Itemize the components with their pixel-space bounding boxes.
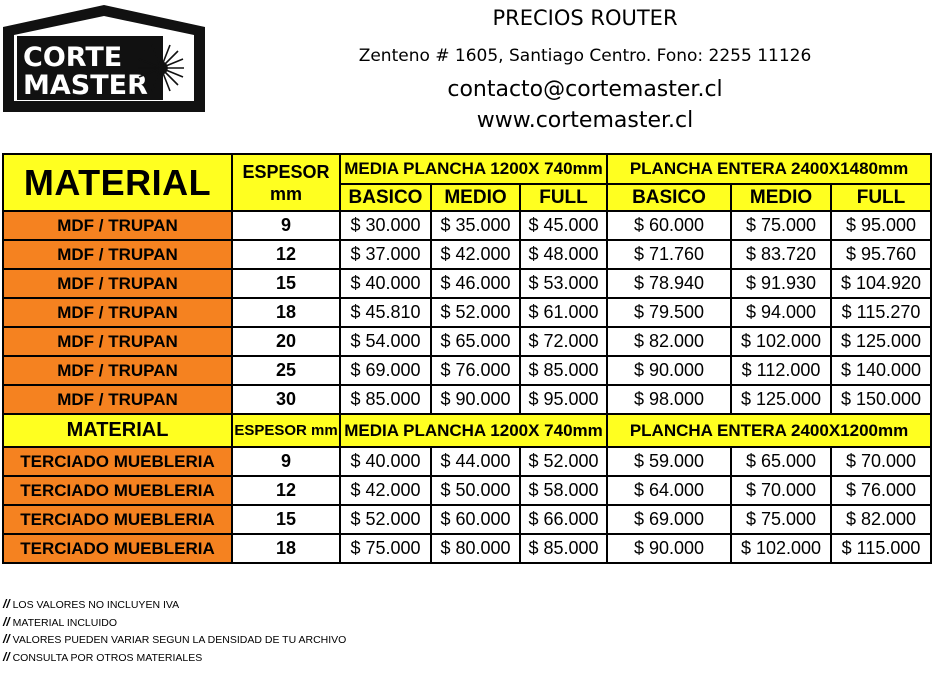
material-cell: MDF / TRUPAN <box>3 356 232 385</box>
price-cell: $ 83.720 <box>731 240 831 269</box>
price-cell: $ 95.000 <box>831 211 931 240</box>
price-cell: $ 71.760 <box>607 240 731 269</box>
price-cell: $ 40.000 <box>340 269 431 298</box>
price-cell: $ 115.270 <box>831 298 931 327</box>
note-prefix: // <box>3 597 10 611</box>
note-line <box>3 596 346 614</box>
thickness-cell: 9 <box>232 211 340 240</box>
full-full-header: FULL <box>831 184 931 211</box>
price-cell: $ 52.000 <box>520 447 607 476</box>
price-cell: $ 48.000 <box>520 240 607 269</box>
price-cell: $ 52.000 <box>340 505 431 534</box>
price-cell: $ 54.000 <box>340 327 431 356</box>
price-cell: $ 85.000 <box>520 356 607 385</box>
price-cell: $ 95.000 <box>520 385 607 414</box>
full-medio-header: MEDIO <box>731 184 831 211</box>
price-cell: $ 45.810 <box>340 298 431 327</box>
material-cell: MDF / TRUPAN <box>3 327 232 356</box>
second-material-header: MATERIAL <box>3 414 232 447</box>
price-cell: $ 58.000 <box>520 476 607 505</box>
website-link[interactable]: www.cortemaster.cl <box>476 108 694 133</box>
material-cell: MDF / TRUPAN <box>3 269 232 298</box>
price-cell: $ 102.000 <box>731 534 831 563</box>
price-cell: $ 65.000 <box>731 447 831 476</box>
full-basico-header: BASICO <box>607 184 731 211</box>
second-half-sheet-header: MEDIA PLANCHA 1200X 740mm <box>340 414 607 447</box>
thickness-cell: 18 <box>232 534 340 563</box>
table-row <box>3 447 931 476</box>
note-prefix: // <box>3 614 10 629</box>
material-cell: TERCIADO MUEBLERIA <box>3 505 232 534</box>
price-cell: $ 75.000 <box>731 505 831 534</box>
thickness-cell: 25 <box>232 356 340 385</box>
price-cell: $ 140.000 <box>831 356 931 385</box>
price-cell: $ 112.000 <box>731 356 831 385</box>
price-cell: $ 85.000 <box>340 385 431 414</box>
price-cell: $ 78.940 <box>607 269 731 298</box>
corte-master-logo <box>3 5 205 112</box>
note-line <box>3 614 346 632</box>
thickness-header <box>232 154 340 211</box>
material-cell: MDF / TRUPAN <box>3 240 232 269</box>
price-cell: $ 125.000 <box>831 327 931 356</box>
material-cell: MDF / TRUPAN <box>3 211 232 240</box>
price-cell: $ 104.920 <box>831 269 931 298</box>
price-cell: $ 95.760 <box>831 240 931 269</box>
thickness-cell: 30 <box>232 385 340 414</box>
thickness-cell: 20 <box>232 327 340 356</box>
price-cell: $ 75.000 <box>731 211 831 240</box>
price-cell: $ 70.000 <box>831 447 931 476</box>
price-cell: $ 66.000 <box>520 505 607 534</box>
price-cell: $ 65.000 <box>431 327 520 356</box>
table-row <box>3 327 931 356</box>
page-title: PRECIOS ROUTER <box>492 6 678 30</box>
price-cell: $ 82.000 <box>607 327 731 356</box>
table-row <box>3 476 931 505</box>
second-thickness-header: ESPESOR mm <box>232 414 340 447</box>
price-cell: $ 102.000 <box>731 327 831 356</box>
table-row <box>3 240 931 269</box>
address-line: Zenteno # 1605, Santiago Centro. Fono: 2255 11126 <box>358 46 812 66</box>
second-full-sheet-header: PLANCHA ENTERA 2400X1200mm <box>607 414 931 447</box>
price-cell: $ 98.000 <box>607 385 731 414</box>
price-cell: $ 53.000 <box>520 269 607 298</box>
material-cell: TERCIADO MUEBLERIA <box>3 534 232 563</box>
thickness-cell: 15 <box>232 505 340 534</box>
table-row <box>3 298 931 327</box>
half-sheet-header: MEDIA PLANCHA 1200X 740mm <box>340 154 607 184</box>
price-cell: $ 59.000 <box>607 447 731 476</box>
table-row <box>3 356 931 385</box>
table-row <box>3 385 931 414</box>
thickness-cell: 12 <box>232 240 340 269</box>
material-cell: TERCIADO MUEBLERIA <box>3 447 232 476</box>
second-header-row <box>3 414 931 447</box>
svg-text:CORTE: CORTE <box>23 42 123 73</box>
material-cell: TERCIADO MUEBLERIA <box>3 476 232 505</box>
price-cell: $ 37.000 <box>340 240 431 269</box>
material-header: MATERIAL <box>3 154 232 211</box>
price-cell: $ 35.000 <box>431 211 520 240</box>
note-prefix: // <box>3 649 10 664</box>
full-sheet-header: PLANCHA ENTERA 2400X1480mm <box>607 154 931 184</box>
price-cell: $ 85.000 <box>520 534 607 563</box>
half-basico-header: BASICO <box>340 184 431 211</box>
note-line <box>3 649 346 667</box>
price-cell: $ 80.000 <box>431 534 520 563</box>
price-cell: $ 45.000 <box>520 211 607 240</box>
price-cell: $ 69.000 <box>340 356 431 385</box>
thickness-cell: 12 <box>232 476 340 505</box>
table-row <box>3 534 931 563</box>
price-cell: $ 90.000 <box>607 356 731 385</box>
thickness-cell: 9 <box>232 447 340 476</box>
note-prefix: // <box>3 632 10 646</box>
price-cell: $ 60.000 <box>431 505 520 534</box>
price-cell: $ 50.000 <box>431 476 520 505</box>
note-text: LOS VALORES NO INCLUYEN IVA <box>12 599 180 611</box>
price-cell: $ 115.000 <box>831 534 931 563</box>
thickness-header-line1: ESPESOR <box>242 161 330 182</box>
note-text: VALORES PUEDEN VARIAR SEGUN LA DENSIDAD DE TU ARCHIVO <box>12 634 347 646</box>
price-cell: $ 40.000 <box>340 447 431 476</box>
price-cell: $ 75.000 <box>340 534 431 563</box>
price-cell: $ 79.500 <box>607 298 731 327</box>
material-cell: MDF / TRUPAN <box>3 385 232 414</box>
price-cell: $ 46.000 <box>431 269 520 298</box>
price-cell: $ 76.000 <box>831 476 931 505</box>
price-cell: $ 150.000 <box>831 385 931 414</box>
price-cell: $ 76.000 <box>431 356 520 385</box>
price-cell: $ 42.000 <box>431 240 520 269</box>
half-medio-header: MEDIO <box>431 184 520 211</box>
price-cell: $ 91.930 <box>731 269 831 298</box>
footer-notes <box>3 596 346 666</box>
table-row <box>3 269 931 298</box>
price-cell: $ 60.000 <box>607 211 731 240</box>
note-line <box>3 631 346 649</box>
table-row <box>3 505 931 534</box>
price-cell: $ 42.000 <box>340 476 431 505</box>
price-cell: $ 94.000 <box>731 298 831 327</box>
note-text: MATERIAL INCLUIDO <box>12 616 118 629</box>
price-table <box>2 153 932 564</box>
thickness-cell: 15 <box>232 269 340 298</box>
material-cell: MDF / TRUPAN <box>3 298 232 327</box>
price-cell: $ 64.000 <box>607 476 731 505</box>
note-text: CONSULTA POR OTROS MATERIALES <box>12 651 203 664</box>
price-cell: $ 44.000 <box>431 447 520 476</box>
half-full-header: FULL <box>520 184 607 211</box>
thickness-header-line2: mm <box>269 183 302 204</box>
price-cell: $ 82.000 <box>831 505 931 534</box>
price-cell: $ 125.000 <box>731 385 831 414</box>
price-cell: $ 72.000 <box>520 327 607 356</box>
price-cell: $ 61.000 <box>520 298 607 327</box>
svg-text:MASTER: MASTER <box>23 70 148 101</box>
price-cell: $ 90.000 <box>607 534 731 563</box>
price-cell: $ 30.000 <box>340 211 431 240</box>
price-cell: $ 90.000 <box>431 385 520 414</box>
table-row <box>3 211 931 240</box>
price-cell: $ 52.000 <box>431 298 520 327</box>
contact-email[interactable]: contacto@cortemaster.cl <box>447 77 723 102</box>
price-cell: $ 69.000 <box>607 505 731 534</box>
thickness-cell: 18 <box>232 298 340 327</box>
price-cell: $ 70.000 <box>731 476 831 505</box>
